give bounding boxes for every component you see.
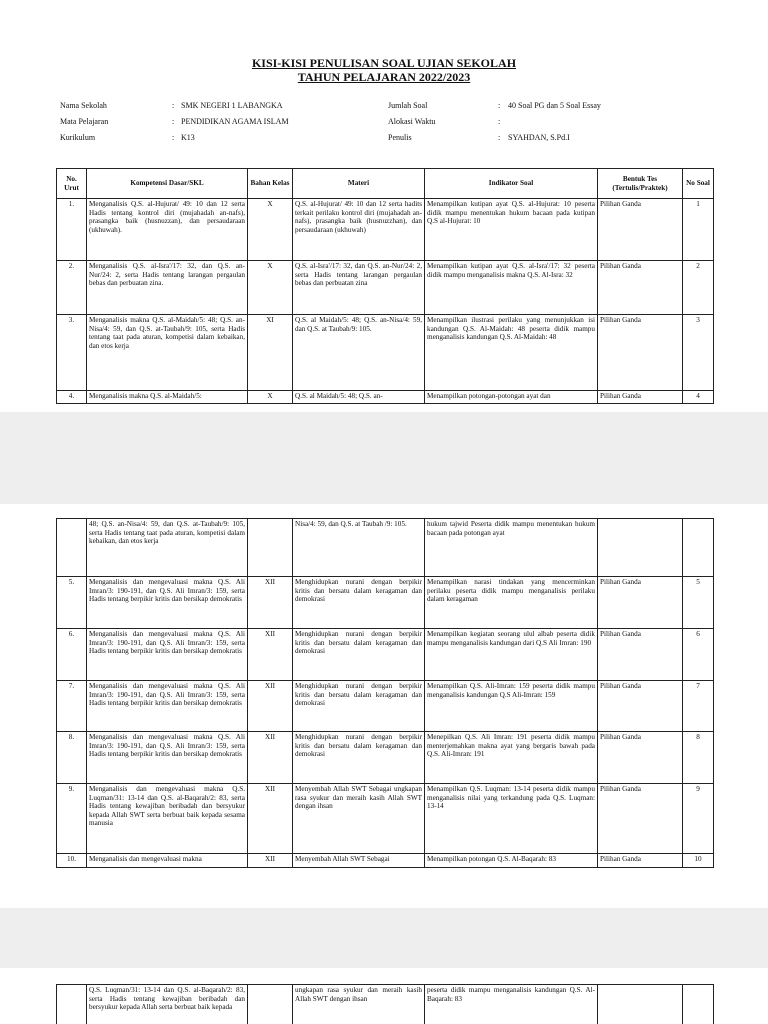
cell-kd: Menganalisis makna Q.S. al-Maidah/5: 48; Q.S. an-Nisa/4: 59, dan Q.S. at-Taubah/9: 105, serta Hadis tentang taat pada aturan, kompetisi dalam kebaikan, dan etos kerja	[87, 315, 248, 391]
cell-kd: 48; Q.S. an-Nisa/4: 59, dan Q.S. at-Taubah/9: 105, serta Hadis tentang taat pada aturan, kompetisi dalam kebaikan, dan etos kerja	[87, 519, 248, 577]
cell-soal: 7	[683, 681, 714, 732]
meta-label: Nama Sekolah	[60, 101, 107, 110]
cell-bentuk	[598, 985, 683, 1024]
cell-kd: Menganalisis dan mengevaluasi makna	[87, 854, 248, 868]
table-row	[57, 854, 714, 868]
cell-materi: Menghidupkan nurani dengan berpikir kritis dan bersatu dalam keragaman dan demokrasi	[293, 732, 425, 784]
meta-value: SYAHDAN, S.Pd.I	[508, 133, 570, 142]
cell-no: 8.	[57, 732, 87, 784]
cell-bentuk: Pilihan Ganda	[598, 391, 683, 404]
cell-kd: Menganalisis dan mengevaluasi makna Q.S. Ali Imran/3: 190-191, dan Q.S. Ali Imran/3: 159, serta Hadis tentang berpikir kritis dan bersikap demokratis	[87, 629, 248, 681]
cell-materi: Menghidupkan nurani dengan berpikir kritis dan bersatu dalam keragaman dan demokrasi	[293, 629, 425, 681]
table-row	[57, 784, 714, 854]
cell-no: 1.	[57, 199, 87, 261]
cell-kd: Q.S. Luqman/31: 13-14 dan Q.S. al-Baqarah/2: 83, serta Hadis tentang kewajiban beribadah dan bersyukur kepada Allah serta berbuat baik kepada	[87, 985, 248, 1024]
page-gap	[0, 908, 768, 968]
header-no-soal: No Soal	[683, 169, 714, 199]
cell-kelas: XII	[248, 577, 293, 629]
cell-materi: Q.S. al-Isra'/17: 32, dan Q.S. an-Nur/24: 2, serta Hadis tentang larangan pergaulan bebas dan perbuatan zina	[293, 261, 425, 315]
meta-value: 40 Soal PG dan 5 Soal Essay	[508, 101, 601, 110]
header-kompetensi-dasar: Kompetensi Dasar/SKL	[87, 169, 248, 199]
cell-bentuk: Pilihan Ganda	[598, 681, 683, 732]
table-row	[57, 519, 714, 577]
document-subtitle: TAHUN PELAJARAN 2022/2023	[297, 70, 471, 84]
cell-kd: Menganalisis dan mengevaluasi makna Q.S. Ali Imran/3: 190-191, dan Q.S. Ali Imran/3: 159, serta Hadis tentang berpikir kritis dan bersikap demokratis	[87, 681, 248, 732]
kisi-kisi-table-page-3	[56, 984, 714, 1024]
cell-soal	[683, 985, 714, 1024]
table-row	[57, 629, 714, 681]
table-row	[57, 261, 714, 315]
cell-soal: 3	[683, 315, 714, 391]
cell-materi: Q.S. al-Hujurat/ 49: 10 dan 12 serta hadits terkait perilaku kontrol diri (mujahadah an-nafs), prasangka baik (husnuzzhan), dan persaudaraan (ukhuwah)	[293, 199, 425, 261]
cell-indikator: Menampilkan kegiatan seorang ulul albab peserta didik mampu menganalisis kandungan dari Q.S Ali Imran: 190	[425, 629, 598, 681]
cell-kd: Menganalisis Q.S. al-Hujurat/ 49: 10 dan 12 serta Hadis tentang kontrol diri (mujahadah an-nafs), prasangka baik (husnuzzan), dan persaudaraan (ukhuwah).	[87, 199, 248, 261]
cell-bentuk: Pilihan Ganda	[598, 784, 683, 854]
meta-label: Penulis	[388, 133, 412, 142]
header-materi: Materi	[293, 169, 425, 199]
cell-soal: 1	[683, 199, 714, 261]
cell-no	[57, 985, 87, 1024]
cell-bentuk	[598, 519, 683, 577]
table-header-row	[57, 169, 714, 199]
cell-kelas: X	[248, 199, 293, 261]
cell-kelas: XII	[248, 784, 293, 854]
cell-soal: 9	[683, 784, 714, 854]
meta-colon: :	[172, 117, 175, 126]
cell-no: 4.	[57, 391, 87, 404]
cell-kelas: XI	[248, 315, 293, 391]
cell-kelas: X	[248, 391, 293, 404]
meta-colon: :	[498, 117, 501, 126]
meta-colon: :	[498, 101, 501, 110]
meta-colon: :	[172, 133, 175, 142]
cell-indikator: peserta didik mampu menganalisis kandungan Q.S. Al-Baqarah: 83	[425, 985, 598, 1024]
table-row	[57, 199, 714, 261]
cell-no: 5.	[57, 577, 87, 629]
cell-soal: 6	[683, 629, 714, 681]
cell-indikator: Menampilkan Q.S. Ali-Imran: 159 peserta didik mampu menganalisis kandungan Q.S Ali-Imran: 159	[425, 681, 598, 732]
cell-soal: 4	[683, 391, 714, 404]
cell-materi: Q.S. al Maidah/5: 48; Q.S. an-Nisa/4: 59, dan Q.S. at Taubah/9: 105.	[293, 315, 425, 391]
cell-no: 9.	[57, 784, 87, 854]
table-row	[57, 315, 714, 391]
table-row	[57, 681, 714, 732]
cell-indikator: Menampilkan ilustrasi perilaku yang menunjukkan isi kandungan Q.S. Al-Maidah: 48 peserta didik mampu menganalisis kandungan Q.S. Al-Maidah: 48	[425, 315, 598, 391]
cell-indikator: Menampilkan narasi tindakan yang mencerminkan perilaku peserta didik mampu menganalisis perilaku dalam keragaman	[425, 577, 598, 629]
cell-soal	[683, 519, 714, 577]
cell-bentuk: Pilihan Ganda	[598, 315, 683, 391]
table-row	[57, 391, 714, 404]
cell-materi: Menghidupkan nurani dengan berpikir kritis dan bersatu dalam keragaman dan demokrasi	[293, 681, 425, 732]
meta-colon: :	[498, 133, 501, 142]
meta-label: Jumlah Soal	[388, 101, 428, 110]
meta-value: PENDIDIKAN AGAMA ISLAM	[181, 117, 289, 126]
header-indikator-soal: Indikator Soal	[425, 169, 598, 199]
cell-kd: Menganalisis dan mengevaluasi makna Q.S. Ali Imran/3: 190-191, dan Q.S. Ali Imran/3: 159, serta Hadis tentang berpikir kritis dan bersikap demokratis	[87, 732, 248, 784]
cell-kelas: X	[248, 261, 293, 315]
cell-kelas: XII	[248, 732, 293, 784]
header-bentuk-tes: Bentuk Tes (Tertulis/Praktek)	[598, 169, 683, 199]
cell-no: 10.	[57, 854, 87, 868]
cell-kelas: XII	[248, 629, 293, 681]
cell-indikator: Menampilkan Q.S. Luqman: 13-14 peserta didik mampu menganalisis nilai yang terkandung pada Q.S. Luqman: 13-14	[425, 784, 598, 854]
header-no-urut: No. Urut	[57, 169, 87, 199]
cell-kd: Menganalisis makna Q.S. al-Maidah/5:	[87, 391, 248, 404]
document-title: KISI-KISI PENULISAN SOAL UJIAN SEKOLAH	[251, 56, 517, 70]
meta-label: Kurikulum	[60, 133, 96, 142]
cell-soal: 5	[683, 577, 714, 629]
cell-materi: Menghidupkan nurani dengan berpikir kritis dan bersatu dalam keragaman dan demokrasi	[293, 577, 425, 629]
table-row	[57, 985, 714, 1024]
kisi-kisi-table-page-1	[56, 168, 714, 404]
cell-bentuk: Pilihan Ganda	[598, 261, 683, 315]
cell-kelas	[248, 519, 293, 577]
cell-indikator: Menampilkan kutipan ayat Q.S. al-Hujurat: 10 peserta didik mampu menentukan hukum bacaan pada kutipan Q.S al-Hujurat: 10	[425, 199, 598, 261]
cell-indikator: Menampilkan potongan Q.S. Al-Baqarah: 83	[425, 854, 598, 868]
meta-value: K13	[181, 133, 195, 142]
cell-kelas	[248, 985, 293, 1024]
cell-soal: 10	[683, 854, 714, 868]
cell-indikator: hukum tajwid Peserta didik mampu menentukan hukum bacaan pada potongan ayat	[425, 519, 598, 577]
header-bahan-kelas: Bahan Kelas	[248, 169, 293, 199]
cell-indikator: Menepilkan Q.S. Ali Imran: 191 peserta didik mampu menterjemahkan makna ayat yang bergaris bawah pada Q.S. Ali-Imran: 191	[425, 732, 598, 784]
cell-kd: Menganalisis Q.S. al-Isra'/17: 32, dan Q.S. an-Nur/24: 2, serta Hadis tentang larangan pergaulan bebas dan perbuatan zina.	[87, 261, 248, 315]
cell-kelas: XII	[248, 854, 293, 868]
cell-kd: Menganalisis dan mengevaluasi makna Q.S. Luqman/31: 13-14 dan Q.S. al-Baqarah/2: 83, serta Hadis tentang kewajiban beribadah dan bersyukur kepada Allah SWT serta berbuat baik kepada sesama manusia	[87, 784, 248, 854]
kisi-kisi-table-page-2	[56, 518, 714, 868]
cell-bentuk: Pilihan Ganda	[598, 199, 683, 261]
cell-indikator: Menampilkan kutipan ayat Q.S. al-Isra'/17: 32 peserta didik mampu menganalisis makna Q.S. Al-Isra: 32	[425, 261, 598, 315]
cell-materi: ungkapan rasa syukur dan meraih kasih Allah SWT dengan ihsan	[293, 985, 425, 1024]
cell-no: 3.	[57, 315, 87, 391]
cell-soal: 8	[683, 732, 714, 784]
cell-no	[57, 519, 87, 577]
cell-soal: 2	[683, 261, 714, 315]
table-row	[57, 732, 714, 784]
cell-no: 7.	[57, 681, 87, 732]
meta-label: Alokasi Waktu	[388, 117, 436, 126]
cell-materi: Nisa/4: 59, dan Q.S. at Taubah /9: 105.	[293, 519, 425, 577]
cell-indikator: Menampilkan potongan-potongan ayat dan	[425, 391, 598, 404]
cell-bentuk: Pilihan Ganda	[598, 732, 683, 784]
page-gap	[0, 412, 768, 504]
cell-kelas: XII	[248, 681, 293, 732]
cell-bentuk: Pilihan Ganda	[598, 854, 683, 868]
meta-colon: :	[172, 101, 175, 110]
cell-bentuk: Pilihan Ganda	[598, 577, 683, 629]
cell-materi: Menyembah Allah SWT Sebagai ungkapan rasa syukur dan meraih kasih Allah SWT dengan ihsan	[293, 784, 425, 854]
cell-bentuk: Pilihan Ganda	[598, 629, 683, 681]
cell-materi: Q.S. al Maidah/5: 48; Q.S. an-	[293, 391, 425, 404]
cell-materi: Menyembah Allah SWT Sebagai	[293, 854, 425, 868]
cell-no: 6.	[57, 629, 87, 681]
cell-kd: Menganalisis dan mengevaluasi makna Q.S. Ali Imran/3: 190-191, dan Q.S. Ali Imran/3: 159, serta Hadis tentang berpikir kritis dan bersikap demokratis	[87, 577, 248, 629]
meta-label: Mata Pelajaran	[60, 117, 109, 126]
table-row	[57, 577, 714, 629]
meta-value: SMK NEGERI 1 LABANGKA	[181, 101, 283, 110]
cell-no: 2.	[57, 261, 87, 315]
